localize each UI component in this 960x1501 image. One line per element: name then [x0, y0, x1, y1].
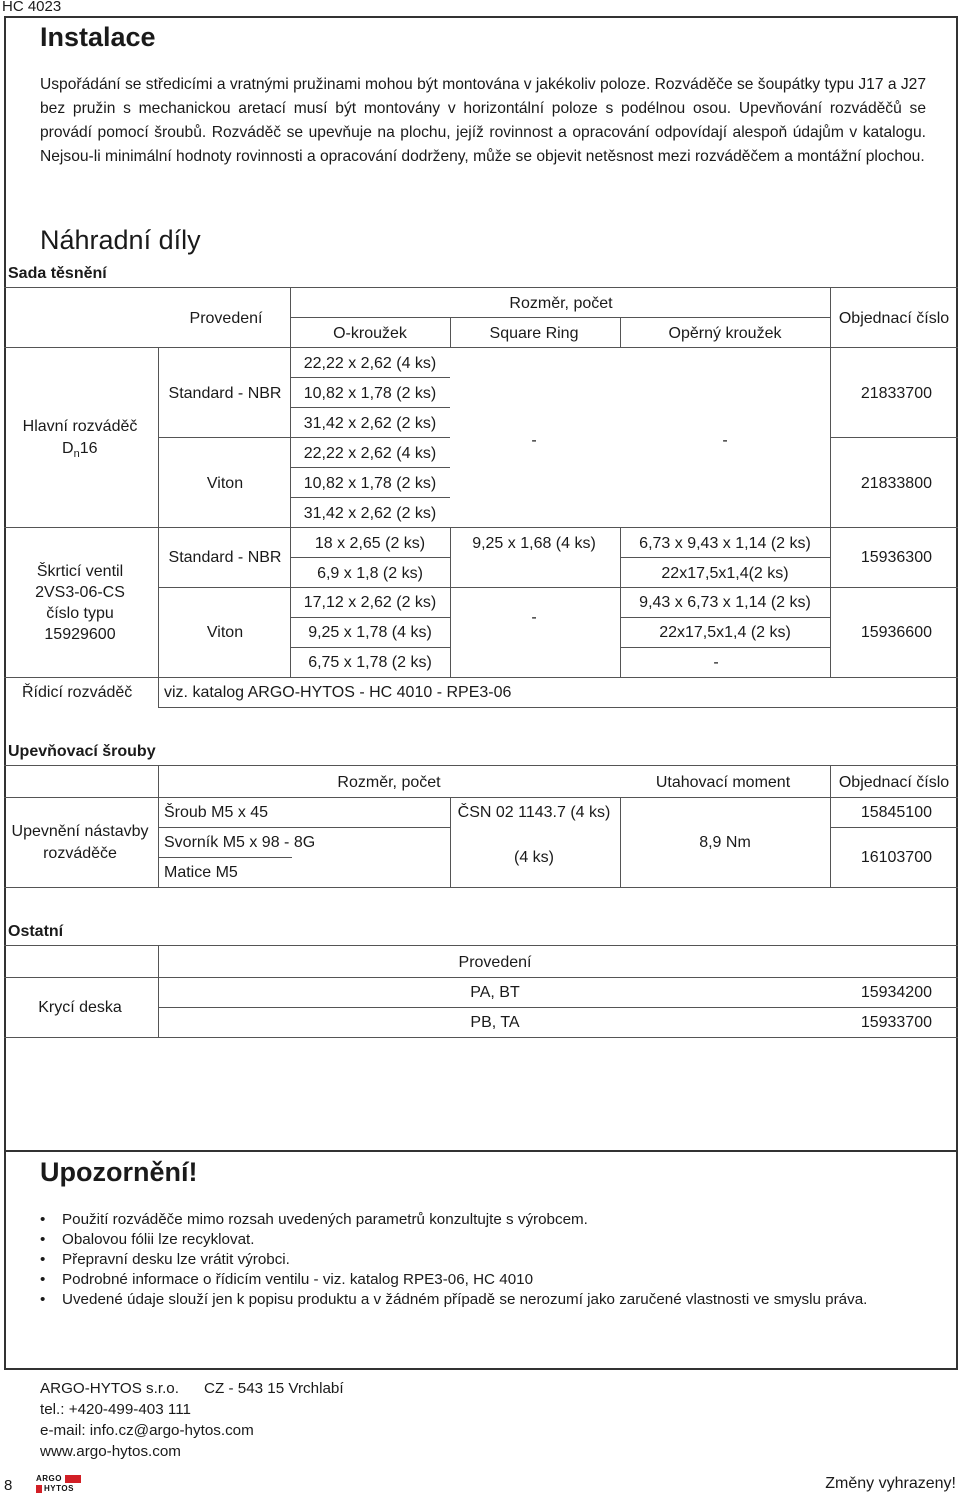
thr-v-oring — [450, 527, 451, 587]
col-v-provedeni — [290, 347, 291, 677]
other-title-line — [4, 945, 958, 946]
footer-email[interactable]: e-mail: info.cz@argo-hytos.com — [40, 1422, 254, 1439]
logo-red-block — [36, 1485, 42, 1493]
main-line-3 — [158, 437, 450, 438]
screw-item-3: Matice M5 — [164, 864, 238, 881]
main-line-5 — [290, 497, 450, 498]
scr-hdr-line — [4, 797, 958, 798]
screw-order-2: 16103700 — [860, 849, 932, 866]
warning-title: Upozornění! — [40, 1157, 198, 1187]
other-variant-2: PB, TA — [470, 1014, 520, 1031]
other-order-2: 15933700 — [860, 1014, 932, 1031]
thr-line-3 — [290, 617, 450, 618]
doc-code: HC 4023 — [2, 0, 62, 15]
main-viton-label: Viton — [206, 475, 244, 492]
main-square-dash: - — [531, 432, 537, 449]
throttle-viton-square: - — [531, 609, 537, 626]
throttle-label-3: číslo typu — [46, 605, 114, 622]
thr-line-4b — [620, 647, 830, 648]
scr-line-end — [4, 887, 958, 888]
thr-line-2b — [830, 587, 958, 588]
throttle-label-4: 15929600 — [44, 626, 116, 643]
warning-item: • Uvedené údaje slouží jen k popisu produktu a v žádném případě se nerozumí jako zaručené vlastnosti ve smyslu práva. — [40, 1290, 920, 1310]
scr-v3 — [620, 797, 621, 887]
warning-item: • Podrobné informace o řídicím ventilu - viz. katalog RPE3-06, HC 4010 — [40, 1270, 920, 1290]
throttle-viton-operny-1: 9,43 x 6,73 x 1,14 (2 ks) — [639, 594, 811, 611]
oth-v1 — [158, 945, 159, 1037]
thr-line-1b — [620, 557, 830, 558]
scr-v1 — [158, 765, 159, 887]
scr-v2 — [450, 797, 451, 887]
hdr-v3 — [450, 317, 451, 347]
throttle-std-oring-1: 18 x 2,65 (2 ks) — [314, 535, 426, 552]
main-viton-oring-2: 10,82 x 1,78 (2 ks) — [303, 475, 437, 492]
other-hdr-line — [4, 977, 958, 978]
main-std-oring-2: 10,82 x 1,78 (2 ks) — [303, 385, 437, 402]
screws-header-rozmer: Rozměr, počet — [337, 774, 441, 791]
pilot-label: Řídicí rozváděč — [22, 684, 133, 701]
main-std-oring-1: 22,22 x 2,62 (4 ks) — [303, 355, 437, 372]
screws-header-objednaci: Objednací číslo — [838, 774, 950, 791]
seals-title-line — [4, 287, 958, 288]
main-line-end — [4, 527, 958, 528]
other-header-provedeni: Provedení — [458, 954, 532, 971]
frame-top — [4, 16, 958, 18]
main-viton-order: 21833800 — [860, 475, 932, 492]
install-text: Uspořádání se středicími a vratnými pružinami mohou být montována v jakékoliv poloze. Rozváděče se šoupátky typu J17 a J27 bez pružin s mechanickou aretací musí být montovány v horizontální poloze s podélnou osou. Upevňování rozváděčů se provádí pomocí šroubů. Rozváděč se upevňuje na plochu, jejíž rovinnost a opracování odpovídají alespoň údajům v katalogu. Nejsou-li minimální hodnoty rovinnosti a opracování dodrženy, může se objevit netěsnost mezi rozváděčem a montážní plochou. — [40, 76, 926, 165]
other-order-1: 15934200 — [860, 984, 932, 1001]
footer-company: ARGO-HYTOS s.r.o. — [40, 1380, 179, 1397]
logo-text-top: ARGO — [36, 1474, 62, 1483]
screws-row-label-1: Upevnění nástavby — [11, 823, 149, 840]
main-std-oring-3: 31,42 x 2,62 (2 ks) — [303, 415, 437, 432]
page-number: 8 — [4, 1477, 13, 1494]
seals-title: Sada těsnění — [8, 265, 107, 282]
main-valve-label: Hlavní rozváděč — [22, 418, 138, 435]
logo-text-bottom: HYTOS — [44, 1484, 74, 1493]
header-objednaci: Objednací číslo — [838, 310, 950, 327]
warning-list — [40, 1210, 920, 1310]
frame-right — [956, 16, 958, 1370]
footer-web[interactable]: www.argo-hytos.com — [40, 1443, 181, 1460]
header-operny: Opěrný kroužek — [668, 325, 782, 342]
throttle-label-1: Škrticí ventil — [36, 563, 124, 580]
throttle-std-operny-1: 6,73 x 9,43 x 1,14 (2 ks) — [639, 535, 811, 552]
other-title: Ostatní — [8, 923, 64, 940]
thr-line-1 — [290, 557, 450, 558]
throttle-viton-oring-3: 6,75 x 1,78 (2 ks) — [308, 654, 432, 671]
throttle-viton-oring-1: 17,12 x 2,62 (2 ks) — [303, 594, 437, 611]
main-line-2 — [290, 407, 450, 408]
throttle-std-order: 15936300 — [860, 549, 932, 566]
thr-line-4 — [290, 647, 450, 648]
main-valve-size: $D_n16$ — [62, 440, 98, 461]
scr-v-hdr — [830, 765, 831, 797]
other-variant-1: PA, BT — [470, 984, 520, 1001]
main-operny-dash: - — [722, 432, 728, 449]
screws-title-line — [4, 765, 958, 766]
throttle-label-2: 2VS3-06-CS — [35, 584, 125, 601]
header-provedeni: Provedení — [189, 310, 263, 327]
scr-line-2 — [158, 857, 292, 858]
oth-line-end — [4, 1037, 958, 1038]
frame-bottom — [4, 1368, 958, 1370]
disclaimer: Změny vyhrazeny! — [825, 1475, 956, 1492]
screws-header-moment: Utahovací moment — [655, 774, 791, 791]
throttle-std-oring-2: 6,9 x 1,8 (2 ks) — [317, 565, 423, 582]
throttle-viton-operny-3: - — [713, 654, 719, 671]
oth-line-1 — [158, 1007, 958, 1008]
footer-phone: tel.: +420-499-403 111 — [40, 1401, 192, 1418]
screw-norm-1: ČSN 02 1143.7 (4 ks) — [457, 804, 611, 821]
parts-title: Náhradní díly — [40, 225, 201, 255]
screws-title: Upevňovací šrouby — [8, 743, 156, 760]
throttle-viton-operny-2: 22x17,5x1,4 (2 ks) — [659, 624, 791, 641]
warning-separator — [4, 1150, 958, 1152]
throttle-std-operny-2: 22x17,5x1,4(2 ks) — [661, 565, 789, 582]
hdr-v2 — [830, 287, 831, 347]
scr-v4 — [830, 797, 831, 887]
main-line-3b — [830, 437, 958, 438]
header-okrouzek: O-kroužek — [333, 325, 407, 342]
throttle-std-square: 9,25 x 1,68 (4 ks) — [472, 535, 596, 552]
install-title: Instalace — [40, 22, 156, 52]
screw-norm-2: (4 ks) — [514, 849, 554, 866]
screw-item-1: Šroub M5 x 45 — [164, 804, 269, 821]
main-viton-oring-1: 22,22 x 2,62 (4 ks) — [303, 445, 437, 462]
screw-moment: 8,9 Nm — [699, 834, 751, 851]
col-v-rozmer — [830, 347, 831, 677]
thr-line-end — [4, 677, 958, 678]
main-std-order: 21833700 — [860, 385, 932, 402]
throttle-std-label: Standard - NBR — [168, 549, 282, 566]
main-viton-oring-3: 31,42 x 2,62 (2 ks) — [303, 505, 437, 522]
hdr-bottom-line — [4, 347, 958, 348]
hdr-sub-line — [290, 317, 830, 318]
scr-line-1 — [158, 827, 450, 828]
thr-line-2 — [158, 587, 830, 588]
throttle-viton-oring-2: 9,25 x 1,78 (4 ks) — [308, 624, 432, 641]
thr-v-square — [620, 527, 621, 677]
throttle-viton-label: Viton — [206, 624, 244, 641]
thr-line-3b — [620, 617, 830, 618]
throttle-viton-order: 15936600 — [860, 624, 932, 641]
warning-item: • Obalovou fólii lze recyklovat. — [40, 1230, 920, 1250]
frame-left — [4, 16, 6, 1370]
screws-row-label-2: rozváděče — [43, 845, 117, 862]
thr-v-oring-2 — [450, 587, 451, 677]
header-square: Square Ring — [489, 325, 579, 342]
main-line-1 — [290, 377, 450, 378]
warning-item: • Použití rozváděče mimo rozsah uvedených parametrů konzultujte s výrobcem. — [40, 1210, 920, 1230]
hdr-v4 — [620, 317, 621, 347]
main-line-4 — [290, 467, 450, 468]
screw-order-1: 15845100 — [860, 804, 932, 821]
footer-address: CZ - 543 15 Vrchlabí — [204, 1380, 344, 1397]
screw-item-2: Svorník M5 x 98 - 8G — [164, 834, 316, 851]
scr-line-1b — [830, 827, 958, 828]
argo-hytos-logo — [36, 1474, 90, 1494]
pilot-text: viz. katalog ARGO-HYTOS - HC 4010 - RPE3-06 — [164, 684, 512, 701]
header-rozmer: Rozměr, počet — [509, 295, 613, 312]
other-row-label: Krycí deska — [38, 999, 122, 1016]
pilot-line — [158, 707, 958, 708]
warning-item: • Přepravní desku lze vrátit výrobci. — [40, 1250, 920, 1270]
main-std-label: Standard - NBR — [168, 385, 282, 402]
logo-red-bar — [65, 1475, 81, 1483]
